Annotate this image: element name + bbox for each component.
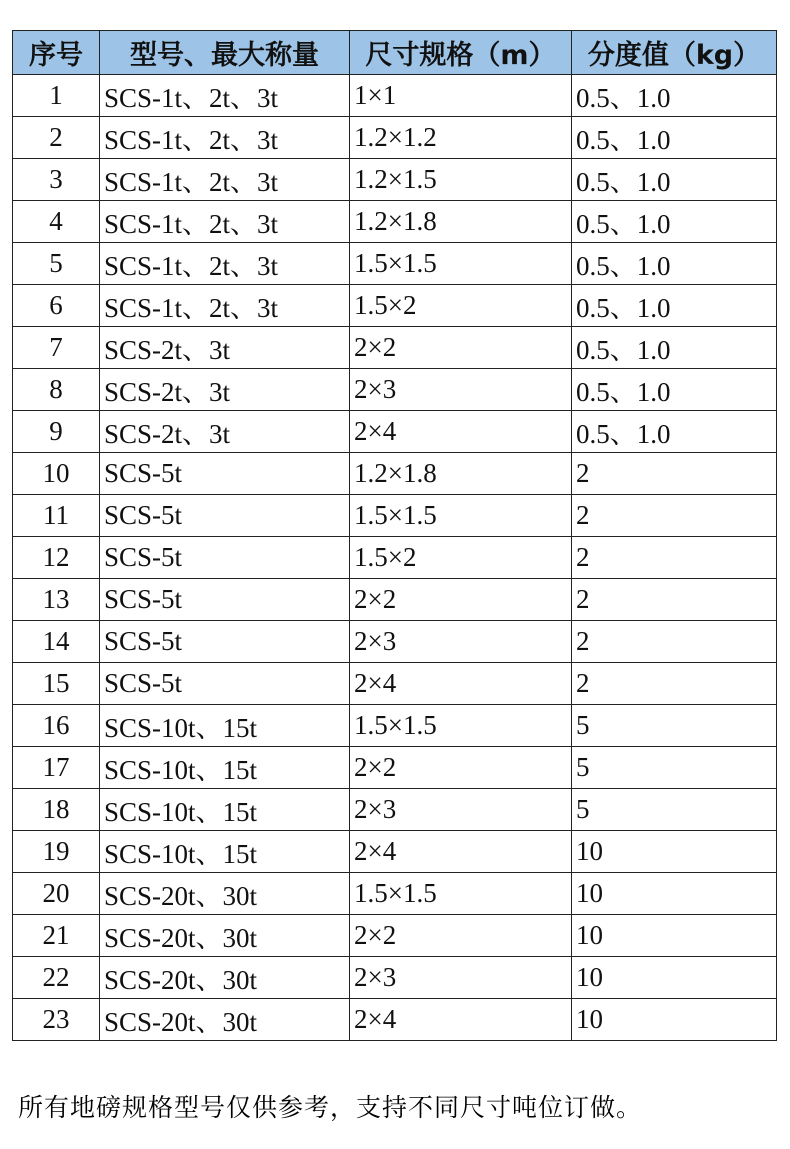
table-body — [13, 75, 777, 1041]
cell-size: 1.2×1.8 — [350, 201, 572, 243]
table-row — [13, 495, 777, 537]
cell-model: SCS-5t — [100, 579, 350, 621]
table-row — [13, 873, 777, 915]
cell-division: 0.5、1.0 — [572, 117, 777, 159]
cell-size: 1.5×2 — [350, 285, 572, 327]
cell-division: 0.5、1.0 — [572, 327, 777, 369]
cell-division: 5 — [572, 705, 777, 747]
table-row — [13, 411, 777, 453]
cell-model: SCS-2t、3t — [100, 411, 350, 453]
cell-index: 9 — [13, 411, 100, 453]
cell-division: 0.5、1.0 — [572, 159, 777, 201]
cell-index: 1 — [13, 75, 100, 117]
cell-division: 0.5、1.0 — [572, 243, 777, 285]
cell-model: SCS-1t、2t、3t — [100, 201, 350, 243]
header-index: 序号 — [13, 31, 100, 75]
table-row — [13, 285, 777, 327]
table-row — [13, 453, 777, 495]
cell-division: 5 — [572, 789, 777, 831]
cell-division: 2 — [572, 579, 777, 621]
spec-table-container — [12, 30, 776, 1041]
cell-division: 0.5、1.0 — [572, 369, 777, 411]
table-row — [13, 957, 777, 999]
cell-size: 1.5×1.5 — [350, 495, 572, 537]
cell-size: 2×3 — [350, 789, 572, 831]
header-model: 型号、最大称量 — [100, 31, 350, 75]
header-row — [13, 31, 777, 75]
cell-size: 2×2 — [350, 915, 572, 957]
cell-index: 15 — [13, 663, 100, 705]
cell-model: SCS-5t — [100, 621, 350, 663]
table-row — [13, 999, 777, 1041]
cell-size: 1.5×1.5 — [350, 873, 572, 915]
cell-division: 10 — [572, 915, 777, 957]
cell-index: 19 — [13, 831, 100, 873]
cell-division: 10 — [572, 999, 777, 1041]
cell-model: SCS-10t、15t — [100, 747, 350, 789]
table-row — [13, 537, 777, 579]
table-header — [13, 31, 777, 75]
cell-model: SCS-2t、3t — [100, 369, 350, 411]
cell-index: 23 — [13, 999, 100, 1041]
cell-size: 1.5×2 — [350, 537, 572, 579]
table-row — [13, 831, 777, 873]
table-row — [13, 201, 777, 243]
cell-size: 2×4 — [350, 999, 572, 1041]
cell-model: SCS-20t、30t — [100, 999, 350, 1041]
table-row — [13, 327, 777, 369]
cell-index: 13 — [13, 579, 100, 621]
cell-size: 1.2×1.5 — [350, 159, 572, 201]
cell-division: 0.5、1.0 — [572, 285, 777, 327]
cell-model: SCS-5t — [100, 495, 350, 537]
cell-index: 16 — [13, 705, 100, 747]
cell-division: 2 — [572, 495, 777, 537]
cell-size: 2×4 — [350, 663, 572, 705]
cell-index: 5 — [13, 243, 100, 285]
cell-index: 3 — [13, 159, 100, 201]
cell-division: 5 — [572, 747, 777, 789]
cell-model: SCS-10t、15t — [100, 705, 350, 747]
table-row — [13, 663, 777, 705]
table-row — [13, 159, 777, 201]
cell-model: SCS-1t、2t、3t — [100, 159, 350, 201]
cell-model: SCS-10t、15t — [100, 789, 350, 831]
header-division: 分度值（kg） — [572, 31, 777, 75]
cell-size: 2×2 — [350, 327, 572, 369]
cell-model: SCS-1t、2t、3t — [100, 285, 350, 327]
table-row — [13, 117, 777, 159]
cell-division: 2 — [572, 663, 777, 705]
footnote: 所有地磅规格型号仅供参考，支持不同尺寸吨位订做。 — [18, 1093, 643, 1122]
spec-table — [12, 30, 777, 1041]
cell-division: 2 — [572, 537, 777, 579]
cell-division: 10 — [572, 873, 777, 915]
cell-index: 2 — [13, 117, 100, 159]
cell-size: 1.5×1.5 — [350, 705, 572, 747]
cell-index: 17 — [13, 747, 100, 789]
cell-size: 2×2 — [350, 579, 572, 621]
table-row — [13, 621, 777, 663]
cell-size: 2×3 — [350, 621, 572, 663]
cell-size: 1.2×1.2 — [350, 117, 572, 159]
table-row — [13, 369, 777, 411]
cell-division: 10 — [572, 957, 777, 999]
cell-size: 2×3 — [350, 957, 572, 999]
table-row — [13, 579, 777, 621]
cell-size: 1×1 — [350, 75, 572, 117]
cell-division: 2 — [572, 453, 777, 495]
cell-model: SCS-1t、2t、3t — [100, 243, 350, 285]
cell-model: SCS-1t、2t、3t — [100, 117, 350, 159]
cell-index: 6 — [13, 285, 100, 327]
table-row — [13, 789, 777, 831]
cell-size: 1.2×1.8 — [350, 453, 572, 495]
cell-index: 11 — [13, 495, 100, 537]
cell-division: 0.5、1.0 — [572, 411, 777, 453]
cell-size: 2×4 — [350, 831, 572, 873]
cell-size: 1.5×1.5 — [350, 243, 572, 285]
cell-model: SCS-20t、30t — [100, 915, 350, 957]
cell-index: 21 — [13, 915, 100, 957]
cell-index: 18 — [13, 789, 100, 831]
cell-index: 14 — [13, 621, 100, 663]
table-row — [13, 75, 777, 117]
table-row — [13, 243, 777, 285]
cell-size: 2×2 — [350, 747, 572, 789]
table-row — [13, 915, 777, 957]
cell-index: 10 — [13, 453, 100, 495]
cell-division: 0.5、1.0 — [572, 75, 777, 117]
cell-model: SCS-20t、30t — [100, 873, 350, 915]
table-row — [13, 747, 777, 789]
table-row — [13, 705, 777, 747]
cell-model: SCS-5t — [100, 537, 350, 579]
cell-model: SCS-2t、3t — [100, 327, 350, 369]
cell-division: 2 — [572, 621, 777, 663]
cell-index: 22 — [13, 957, 100, 999]
cell-size: 2×4 — [350, 411, 572, 453]
cell-model: SCS-1t、2t、3t — [100, 75, 350, 117]
cell-model: SCS-10t、15t — [100, 831, 350, 873]
cell-index: 20 — [13, 873, 100, 915]
cell-size: 2×3 — [350, 369, 572, 411]
cell-index: 8 — [13, 369, 100, 411]
cell-model: SCS-5t — [100, 663, 350, 705]
cell-model: SCS-20t、30t — [100, 957, 350, 999]
cell-division: 10 — [572, 831, 777, 873]
cell-index: 4 — [13, 201, 100, 243]
cell-index: 7 — [13, 327, 100, 369]
cell-index: 12 — [13, 537, 100, 579]
header-size: 尺寸规格（m） — [350, 31, 572, 75]
cell-division: 0.5、1.0 — [572, 201, 777, 243]
cell-model: SCS-5t — [100, 453, 350, 495]
